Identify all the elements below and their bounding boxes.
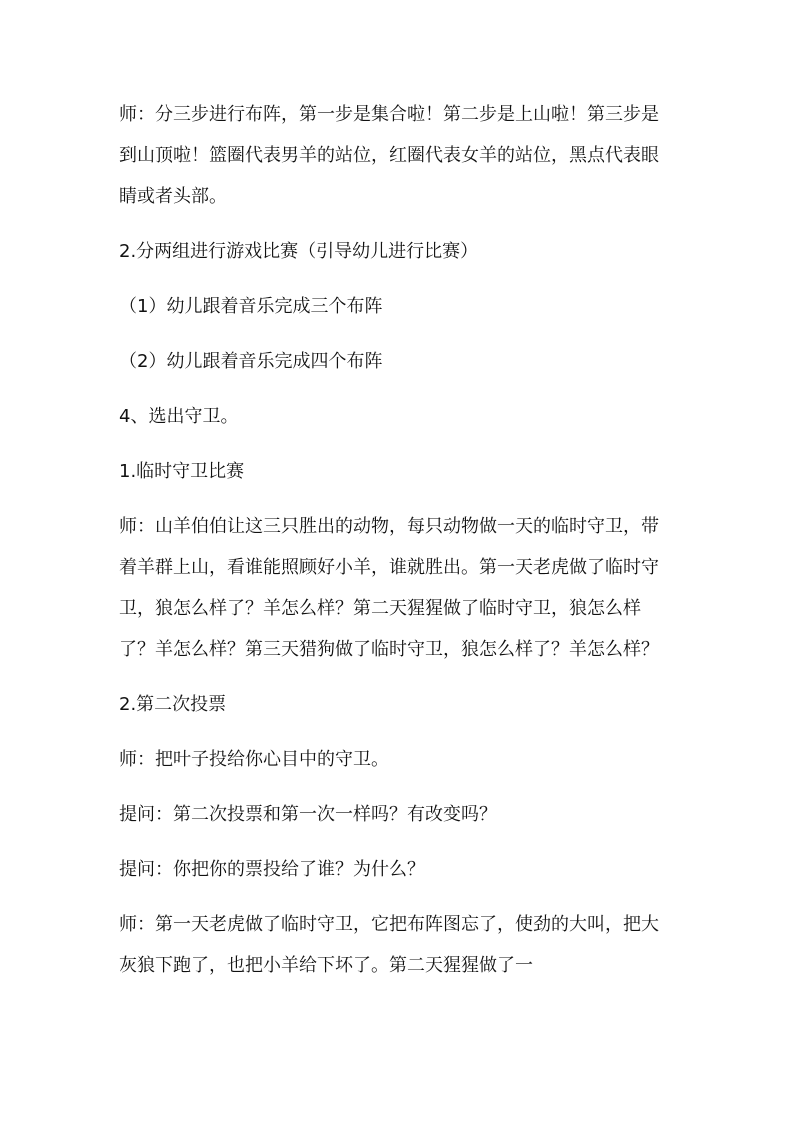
paragraph-second-vote-heading: 2.第二次投票 (119, 694, 227, 715)
paragraph-question-vote-change: 提问：第二次投票和第一次一样吗？有改变吗？ (119, 804, 497, 825)
paragraph-group-game-heading: 2.分两组进行游戏比赛（引导幼儿进行比赛） (119, 241, 479, 262)
paragraph-select-guard: 4、选出守卫。 (119, 406, 239, 427)
paragraph-teacher-vote-leaf: 师：把叶子投给你心目中的守卫。 (119, 749, 389, 770)
paragraph-teacher-first-day: 师：第一天老虎做了临时守卫，它把布阵图忘了，使劲的大叫，把大灰狼下跑了，也把小羊给下坏了。第二天猩猩做了一 (119, 914, 659, 976)
paragraph-teacher-formation-steps: 师：分三步进行布阵，第一步是集合啦！第二步是上山啦！第三步是到山顶啦！篮圈代表男羊的站位，红圈代表女羊的站位，黑点代表眼睛或者头部。 (119, 104, 659, 207)
paragraph-temporary-guard-heading: 1.临时守卫比赛 (119, 461, 245, 482)
paragraph-question-who-why: 提问：你把你的票投给了谁？为什么？ (119, 859, 425, 880)
paragraph-three-formations: （1）幼儿跟着音乐完成三个布阵 (119, 296, 383, 317)
paragraph-four-formations: （2）幼儿跟着音乐完成四个布阵 (119, 351, 383, 372)
document-body (119, 94, 664, 1000)
paragraph-teacher-temporary-guard: 师：山羊伯伯让这三只胜出的动物，每只动物做一天的临时守卫，带着羊群上山，看谁能照顾好小羊，谁就胜出。第一天老虎做了临时守卫，狼怎么样了？羊怎么样？第二天猩猩做了临时守卫，狼怎么样了？羊怎么样？第三天猎狗做了临时守卫，狼怎么样了？羊怎么样？ (119, 516, 659, 660)
